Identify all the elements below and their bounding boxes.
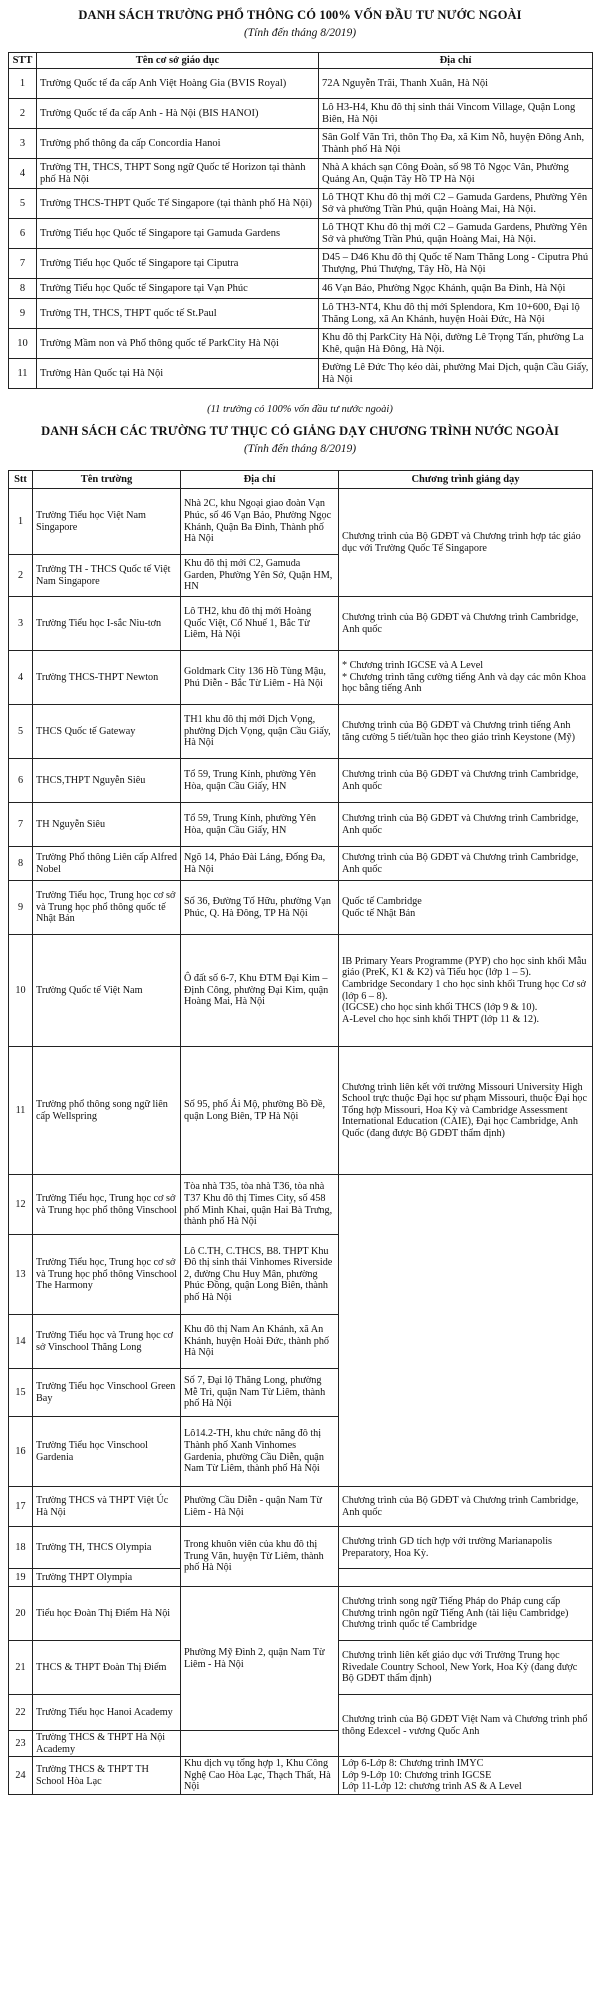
row-address: Nhà 2C, khu Ngoại giao đoàn Vạn Phúc, số 46 Vạn Bảo, Phường Ngọc Khánh, Quận Ba Đình, Thành phố Hà Nội [181,489,339,555]
table-row [9,249,593,279]
row-school-name: Trường Tiểu học và Trung học cơ sở Vinschool Thăng Long [33,1315,181,1369]
row-address: Phường Cầu Diễn - quận Nam Từ Liêm - Hà Nội [181,1487,339,1527]
header-stt: Stt [9,471,33,489]
row-address: Sân Golf Văn Trì, thôn Thọ Đa, xã Kim Nỗ, huyện Đông Anh, Thành phố Hà Nội [319,129,593,159]
header-name: Tên cơ sở giáo dục [37,53,319,69]
row-program: Chương trình liên kết với trường Missouri University High School trực thuộc Đại học sư phạm Missouri, thuộc Đại học Tổng hợp Missouri, Hoa Kỳ và Cambridge Assessment International Education (CAIE), Đại học Cambridge, Anh Quốc (đang được Bộ GDĐT thẩm định) [339,1047,593,1175]
table-row [9,1527,593,1569]
table-row [9,329,593,359]
row-program: Chương trình GD tích hợp với trường Marianapolis Preparatory, Hoa Kỳ. [339,1527,593,1569]
table-row [9,705,593,759]
header-name: Tên trường [33,471,181,489]
row-stt: 1 [9,69,37,99]
row-school-name: Trường Tiểu học Quốc tế Singapore tại Ciputra [37,249,319,279]
row-program: Chương trình của Bộ GDĐT và Chương trình hợp tác giáo dục với Trường Quốc Tế Singapore [339,489,593,597]
table-row [9,189,593,219]
row-school-name: Trường THCS & THPT TH School Hòa Lạc [33,1757,181,1795]
row-stt: 5 [9,705,33,759]
row-stt: 20 [9,1587,33,1641]
row-stt: 19 [9,1569,33,1587]
row-program [339,1569,593,1587]
row-stt: 15 [9,1369,33,1417]
row-stt: 2 [9,555,33,597]
row-stt: 6 [9,759,33,803]
row-stt: 5 [9,189,37,219]
row-stt: 17 [9,1487,33,1527]
row-stt: 11 [9,359,37,389]
row-stt: 2 [9,99,37,129]
row-address: Lô C.TH, C.THCS, B8. THPT Khu Đô thị sinh thái Vinhomes Riverside 2, đường Chu Huy Mân, phường Phúc Đồng, quận Long Biên, thành phố Hà Nội [181,1235,339,1315]
row-stt: 7 [9,249,37,279]
row-stt: 3 [9,597,33,651]
row-stt: 9 [9,881,33,935]
row-school-name: Trường THPT Olympia [33,1569,181,1587]
table-row [9,159,593,189]
row-address: Tòa nhà T35, tòa nhà T36, tòa nhà T37 Khu đô thị Times City, số 458 phố Minh Khai, quận Hai Bà Trưng, thành phố Hà Nội [181,1175,339,1235]
table-row [9,69,593,99]
table-row [9,847,593,881]
table-row [9,803,593,847]
table-row [9,1175,593,1235]
row-program [339,1175,593,1487]
row-address: Lô H3-H4, Khu đô thị sinh thái Vincom Village, Quận Long Biên, Hà Nội [319,99,593,129]
header-address: Địa chỉ [181,471,339,489]
row-address: Tổ 59, Trung Kính, phường Yên Hòa, quận Cầu Giấy, HN [181,759,339,803]
row-address: Số 95, phố Ái Mộ, phường Bồ Đề, quận Long Biên, TP Hà Nội [181,1047,339,1175]
row-school-name: Trường TH, THCS, THPT Song ngữ Quốc tế Horizon tại thành phố Hà Nội [37,159,319,189]
row-stt: 3 [9,129,37,159]
row-program: IB Primary Years Programme (PYP) cho học sinh khối Mẫu giáo (PreK, K1 & K2) và Tiểu học (lớp 1 – 5). Cambridge Secondary 1 cho học sinh khối Trung học Cơ sở (lớp 6 – 8). (IGCSE) cho học sinh khối THCS (lớp 9 & 10). A-Level cho học sinh khối THPT (lớp 11 & 12). [339,935,593,1047]
section1-note: (11 trường có 100% vốn đầu tư nước ngoài) [207,404,393,415]
row-stt: 14 [9,1315,33,1369]
row-school-name: Trường Tiểu học Quốc tế Singapore tại Gamuda Gardens [37,219,319,249]
header-stt: STT [9,53,37,69]
table-row [9,1757,593,1795]
row-address: Tổ 59, Trung Kính, phường Yên Hòa, quận Cầu Giấy, HN [181,803,339,847]
row-address: Số 7, Đại lộ Thăng Long, phường Mễ Trì, quận Nam Từ Liêm, thành phố Hà Nội [181,1369,339,1417]
row-school-name: Trường Quốc tế đa cấp Anh Việt Hoàng Gia (BVIS Royal) [37,69,319,99]
table-row [9,651,593,705]
section1-rows [9,69,593,389]
section2-rows [9,489,593,1795]
row-program: Chương trình của Bộ GDĐT và Chương trình Cambridge, Anh quốc [339,847,593,881]
row-address: Nhà A khách sạn Công Đoàn, số 98 Tô Ngọc Vân, Phường Quảng An, Quận Tây Hồ TP Hà Nội [319,159,593,189]
row-stt: 1 [9,489,33,555]
row-stt: 24 [9,1757,33,1795]
row-program: * Chương trình IGCSE và A Level * Chương trình tăng cường tiếng Anh và dạy các môn Khoa học bằng tiếng Anh [339,651,593,705]
row-stt: 4 [9,159,37,189]
row-address: Ô đất số 6-7, Khu ĐTM Đại Kim – Định Công, phường Đại Kim, quận Hoàng Mai, Hà Nội [181,935,339,1047]
row-school-name: Trường Tiểu học Vinschool Gardenia [33,1417,181,1487]
row-address: 72A Nguyễn Trãi, Thanh Xuân, Hà Nội [319,69,593,99]
table-row [9,129,593,159]
row-address: Khu đô thị mới C2, Gamuda Garden, Phường Yên Sở, Quận HM, HN [181,555,339,597]
foreign-program-schools-table [8,470,593,1795]
row-school-name: THCS & THPT Đoàn Thị Điểm [33,1641,181,1695]
row-school-name: Trường THCS và THPT Việt Úc Hà Nội [33,1487,181,1527]
table-row [9,935,593,1047]
row-program: Chương trình của Bộ GDĐT và Chương trình Cambridge, Anh quốc [339,1487,593,1527]
row-address: Số 36, Đường Tố Hữu, phường Vạn Phúc, Q. Hà Đông, TP Hà Nội [181,881,339,935]
row-program: Chương trình của Bộ GDĐT và Chương trình Cambridge, Anh quốc [339,803,593,847]
section1-subtitle: (Tính đến tháng 8/2019) [243,27,357,39]
row-address: Lô THQT Khu đô thị mới C2 – Gamuda Gardens, Phường Yên Sở và phường Trần Phú, quận Hoàng Mai, Hà Nội. [319,219,593,249]
row-address: D45 – D46 Khu đô thị Quốc tế Nam Thăng Long - Ciputra Phú Thượng, Phú Thượng, Tây Hồ, Hà Nội [319,249,593,279]
row-school-name: Trường TH, THCS Olympia [33,1527,181,1569]
header-address: Địa chỉ [319,53,593,69]
row-address: TH1 khu đô thị mới Dịch Vọng, phường Dịch Vọng, quận Cầu Giấy, Hà Nội [181,705,339,759]
row-program: Chương trình của Bộ GDĐT Việt Nam và Chương trình phổ thông Edexcel - vương Quốc Anh [339,1695,593,1757]
row-address: Trong khuôn viên của khu đô thị Trung Văn, huyện Từ Liêm, thành phố Hà Nội [181,1527,339,1587]
row-program: Chương trình song ngữ Tiếng Pháp do Pháp cung cấp Chương trình ngôn ngữ Tiếng Anh (tài liệu Cambridge) Chương trình quốc tế Cambridge [339,1587,593,1641]
foreign-invested-schools-table [8,52,593,389]
row-school-name: Trường Tiểu học Quốc tế Singapore tại Vạn Phúc [37,279,319,299]
row-address: Khu dịch vụ tổng hợp 1, Khu Công Nghệ Cao Hòa Lạc, Thạch Thất, Hà Nội [181,1757,339,1795]
row-address: Lô TH2, khu đô thị mới Hoàng Quốc Việt, Cổ Nhuế 1, Bắc Từ Liêm, Hà Nội [181,597,339,651]
row-address: Goldmark City 136 Hồ Tùng Mậu, Phú Diễn - Bắc Từ Liêm - Hà Nội [181,651,339,705]
row-school-name: Trường THCS & THPT Hà Nội Academy [33,1731,181,1757]
table-row [9,279,593,299]
row-stt: 12 [9,1175,33,1235]
row-school-name: Trường THCS-THPT Quốc Tế Singapore (tại thành phố Hà Nội) [37,189,319,219]
row-stt: 13 [9,1235,33,1315]
row-program: Chương trình của Bộ GDĐT và Chương trình Cambridge, Anh quốc [339,759,593,803]
row-address: Phường Mỹ Đình 2, quận Nam Từ Liêm - Hà Nội [181,1587,339,1731]
row-school-name: Tiểu học Đoàn Thị Điểm Hà Nội [33,1587,181,1641]
row-school-name: Trường Tiểu học Hanoi Academy [33,1695,181,1731]
table-row [9,99,593,129]
row-stt: 9 [9,299,37,329]
row-address: 46 Vạn Bảo, Phường Ngọc Khánh, quận Ba Đình, Hà Nội [319,279,593,299]
table-row [9,299,593,329]
row-stt: 10 [9,935,33,1047]
row-stt: 21 [9,1641,33,1695]
row-program: Chương trình liên kết giáo dục với Trường Trung học Rivedale Country School, New York, Hoa Kỳ (đang được Bộ GDĐT thẩm định) [339,1641,593,1695]
row-stt: 10 [9,329,37,359]
row-address: Ngõ 14, Pháo Đài Láng, Đống Đa, Hà Nội [181,847,339,881]
row-stt: 18 [9,1527,33,1569]
row-school-name: Trường TH, THCS, THPT quốc tế St.Paul [37,299,319,329]
row-school-name: Trường phổ thông đa cấp Concordia Hanoi [37,129,319,159]
table-row [9,489,593,555]
row-stt: 7 [9,803,33,847]
header-program: Chương trình giảng dạy [339,471,593,489]
row-school-name: Trường Hàn Quốc tại Hà Nội [37,359,319,389]
row-stt: 6 [9,219,37,249]
row-school-name: Trường Quốc tế Việt Nam [33,935,181,1047]
row-school-name: Trường TH - THCS Quốc tế Việt Nam Singapore [33,555,181,597]
row-school-name: Trường Tiểu học, Trung học cơ sở và Trung học phổ thông quốc tế Nhật Bản [33,881,181,935]
row-school-name: Trường Tiểu học, Trung học cơ sở và Trung học phổ thông Vinschool [33,1175,181,1235]
row-school-name: Trường Quốc tế đa cấp Anh - Hà Nội (BIS HANOI) [37,99,319,129]
table-row [9,1487,593,1527]
row-stt: 22 [9,1695,33,1731]
row-school-name: Trường Tiểu học Việt Nam Singapore [33,489,181,555]
row-school-name: Trường phổ thông song ngữ liên cấp Wellspring [33,1047,181,1175]
row-school-name: THCS Quốc tế Gateway [33,705,181,759]
row-address: Lô TH3-NT4, Khu đô thị mới Splendora, Km 10+600, Đại lộ Thăng Long, xã An Khánh, huyện Hoài Đức, Hà Nội [319,299,593,329]
row-address: Lô THQT Khu đô thị mới C2 – Gamuda Gardens, Phường Yên Sở và phường Trần Phú, quận Hoàng Mai, Hà Nội. [319,189,593,219]
row-school-name: Trường THCS-THPT Newton [33,651,181,705]
row-stt: 8 [9,279,37,299]
section1-title: DANH SÁCH TRƯỜNG PHỔ THÔNG CÓ 100% VỐN ĐẦU TƯ NƯỚC NGOÀI [78,8,522,22]
row-school-name: Trường Tiểu học I-sắc Niu-tơn [33,597,181,651]
row-address: Đường Lê Đức Thọ kéo dài, phường Mai Dịch, quận Cầu Giấy, Hà Nội [319,359,593,389]
row-stt: 8 [9,847,33,881]
row-program: Chương trình của Bộ GDĐT và Chương trình tiếng Anh tăng cường 5 tiết/tuần học theo giáo trình Keystone (Mỹ) [339,705,593,759]
table-row [9,1587,593,1641]
table-row [9,759,593,803]
row-school-name: TH Nguyễn Siêu [33,803,181,847]
row-program: Quốc tế Cambridge Quốc tế Nhật Bản [339,881,593,935]
row-school-name: THCS,THPT Nguyễn Siêu [33,759,181,803]
table-row [9,359,593,389]
row-school-name: Trường Mầm non và Phổ thông quốc tế ParkCity Hà Nội [37,329,319,359]
table-row [9,219,593,249]
row-stt: 11 [9,1047,33,1175]
row-school-name: Trường Phổ thông Liên cấp Alfred Nobel [33,847,181,881]
row-address: Lô14.2-TH, khu chức năng đô thị Thành phố Xanh Vinhomes Gardenia, phường Cầu Diễn, quận Nam Từ Liêm, thành phố Hà Nội [181,1417,339,1487]
row-program: Chương trình của Bộ GDĐT và Chương trình Cambridge, Anh quốc [339,597,593,651]
row-stt: 16 [9,1417,33,1487]
table-row [9,1047,593,1175]
row-stt: 4 [9,651,33,705]
table-row [9,881,593,935]
row-address: Khu đô thị Nam An Khánh, xã An Khánh, huyện Hoài Đức, thành phố Hà Nội [181,1315,339,1369]
row-address: Khu đô thị ParkCity Hà Nội, đường Lê Trọng Tấn, phường La Khê, quận Hà Đông, Hà Nội. [319,329,593,359]
section2-title: DANH SÁCH CÁC TRƯỜNG TƯ THỤC CÓ GIẢNG DẠY CHƯƠNG TRÌNH NƯỚC NGOÀI [41,424,559,438]
row-stt: 23 [9,1731,33,1757]
row-school-name: Trường Tiểu học, Trung học cơ sở và Trung học phổ thông Vinschool The Harmony [33,1235,181,1315]
row-school-name: Trường Tiểu học Vinschool Green Bay [33,1369,181,1417]
row-program: Lớp 6-Lớp 8: Chương trình IMYC Lớp 9-Lớp 10: Chương trình IGCSE Lớp 11-Lớp 12: chương trình AS & A Level [339,1757,593,1795]
table-row [9,597,593,651]
section2-subtitle: (Tính đến tháng 8/2019) [243,443,357,455]
